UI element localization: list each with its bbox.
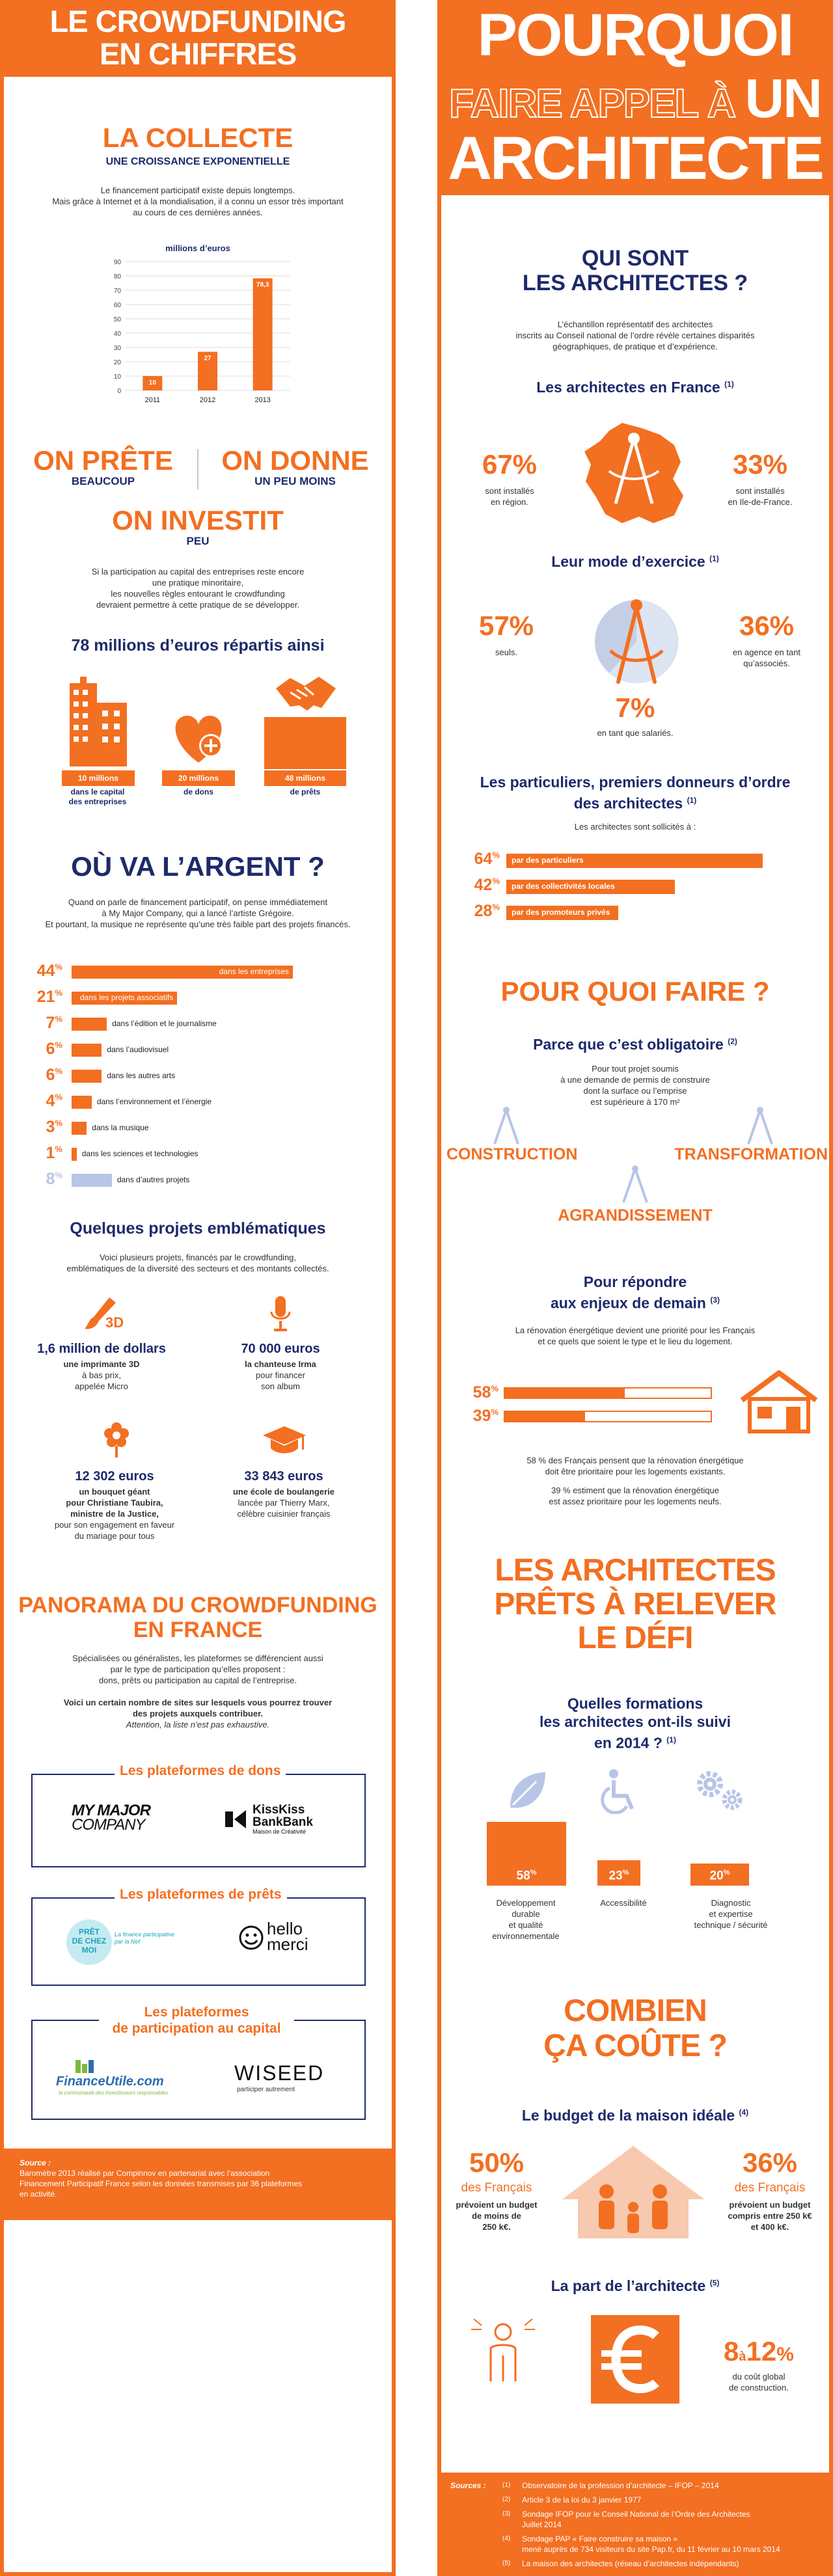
source-text: Article 3 de la loi du 3 janvier 1977 <box>522 2495 642 2504</box>
sources-label: Sources : <box>450 2481 486 2490</box>
sources-label <box>450 2558 502 2569</box>
hellomerci-logo[interactable]: hello merci <box>267 1919 308 1954</box>
on-prete-block <box>10 446 196 488</box>
right-header <box>437 0 833 195</box>
left-column <box>0 0 396 2576</box>
particuliers-title: Les particuliers, premiers donneurs d’ordre des architectes $^{(1)}$ <box>480 774 791 812</box>
part-pct: 8à12% <box>724 2336 794 2366</box>
enjeux-note-1: 58 % des Français pensent que la rénovation énergétique doit être prioritaire pour les logements existants. <box>526 1456 744 1476</box>
y-tick-label: 50 <box>113 316 121 323</box>
right-header-line3: ARCHITECTE <box>448 124 823 192</box>
repartis-amount-dons: 20 millions <box>162 770 235 786</box>
part-text: du coût global de construction. <box>729 2372 789 2393</box>
formation-3-label: Diagnostic et expertise technique / sécurité <box>694 1898 768 1930</box>
france-right-pct: 33% <box>732 449 788 480</box>
budget-a-sub: des Français <box>461 2181 532 2195</box>
bar-category-label: dans l’audiovisuel <box>107 1045 169 1054</box>
mode-b-pct: 36% <box>739 610 795 641</box>
compass-icon-construction <box>487 1106 526 1145</box>
family-house-icon <box>552 2143 715 2240</box>
projets-title: Quelques projets emblématiques <box>70 1219 326 1238</box>
obligatoire-text: Pour tout projet soumis à une demande de permis de construire dont la surface ou l’emprise est supérieure à 170 m² <box>560 1064 710 1107</box>
projet-1-amount: 1,6 million de dollars <box>37 1342 166 1356</box>
bar-value-label: 78,3 <box>256 281 269 289</box>
formation-1-label: Développement durable et qualité environnementale <box>492 1898 560 1941</box>
formation-pct-label: 23% <box>608 1869 629 1883</box>
y-tick-label: 30 <box>113 345 121 352</box>
building-icon <box>62 677 133 768</box>
source-item <box>450 2558 820 2569</box>
left-source-footer: Source : Baromètre 2013 réalisé par Compinnov en partenariat avec l’association Financement Participatif France selon les données transmises par 36 plateformes en activité. <box>0 2149 396 2220</box>
particuliers-bar-chart <box>441 847 829 932</box>
source-item <box>450 2480 820 2491</box>
on-investit-sub: PEU <box>186 535 210 547</box>
enjeux-note-2: 39 % estiment que la rénovation énergétique est assez prioritaire pour les logements neufs. <box>549 1485 722 1506</box>
formation-2-label: Accessibilité <box>600 1898 647 1908</box>
mode-a-pct: 57% <box>478 610 534 641</box>
collecte-title: LA COLLECTE <box>102 122 294 153</box>
word-agrandissement: AGRANDISSEMENT <box>558 1206 713 1225</box>
defi-title: LES ARCHITECTES PRÊTS À RELEVER LE DÉFI <box>494 1553 776 1655</box>
left-header-line2: EN CHIFFRES <box>99 36 297 71</box>
collecte-subtitle: UNE CROISSANCE EXPONENTIELLE <box>105 156 290 167</box>
source-number: (3) <box>502 2510 511 2517</box>
sources-label <box>450 2495 502 2505</box>
france-left-label: sont installés en région. <box>485 486 534 507</box>
right-header-line1: POURQUOI <box>477 2 793 68</box>
source-number: (1) <box>502 2482 511 2489</box>
bar-percent-label: 6% <box>46 1040 62 1058</box>
panorama-text: Spécialisées ou généralistes, les plateformes se différencient aussi par le type de participation qu’elles proposent : dons, prêts ou participation au capital de l’entreprise. <box>72 1653 323 1685</box>
budget-a-text: prévoient un budget de moins de 250 k€. <box>456 2200 538 2232</box>
right-column <box>437 0 833 2576</box>
france-left-pct: 67% <box>482 449 538 480</box>
argent-bar <box>72 1018 107 1031</box>
source-number: (4) <box>502 2535 511 2542</box>
bar-value-label: 10 <box>148 379 156 386</box>
kisskiss-logo-icon <box>224 1809 249 1830</box>
bar-category-label: dans l’édition et le journalisme <box>112 1019 217 1028</box>
france-map-icon <box>577 419 694 530</box>
bar-percent-label: 44% <box>36 962 62 980</box>
sources-label <box>450 2534 502 2555</box>
flower-icon <box>102 1421 131 1459</box>
source-text: Sondage IFOP pour le Conseil National de l’Ordre des Architectes Juillet 2014 <box>522 2510 750 2529</box>
leaf-icon <box>504 1769 549 1814</box>
bar-category-label: dans l’environnement et l’énergie <box>96 1097 212 1106</box>
x-tick-label: 2011 <box>144 396 161 404</box>
qui-title: QUI SONT LES ARCHITECTES ? <box>522 246 748 295</box>
collecte-bar <box>253 278 273 390</box>
mode-title: Leur mode d’exercice $^{(1)}$ <box>551 553 719 570</box>
kisskissbankbank-logo[interactable]: KissKiss BankBank Maison de Créativité <box>253 1803 313 1835</box>
france-right-label: sont installés en Ile-de-France. <box>728 486 793 507</box>
word-transformation: TRANSFORMATION <box>674 1145 828 1163</box>
collecte-chart-title: millions d’euros <box>165 243 230 253</box>
mode-a-label: seuls. <box>495 647 517 657</box>
wheelchair-icon <box>598 1769 641 1814</box>
bar-percent-label: 39% <box>472 1407 498 1425</box>
budget-b-sub: des Français <box>734 2181 806 2195</box>
projet-3-desc: un bouquet géant pour Christiane Taubira, ministre de la Justice, pour son engagement en faveur du mariage pour tous <box>54 1487 175 1541</box>
left-header-line1: LE CROWDFUNDING <box>49 4 346 38</box>
bar-percent-label: 6% <box>46 1066 62 1084</box>
mode-c-label: en tant que salariés. <box>597 728 674 738</box>
brush-3d-icon <box>69 1295 134 1334</box>
wiseed-tagline: participer autrement <box>237 2086 295 2093</box>
gears-icon <box>690 1766 749 1815</box>
collecte-text: Le financement participatif existe depuis longtemps. Mais grâce à Internet et à la mondialisation, il a connu un essor très important au cours de ces dernières années. <box>52 185 344 217</box>
financeutile-tagline: la communauté des investisseurs responsables <box>59 2090 169 2096</box>
y-tick-label: 20 <box>113 359 121 366</box>
microphone-icon <box>267 1295 294 1335</box>
projet-2-desc: la chanteuse Irma pour financer son album <box>245 1359 316 1391</box>
sources-label <box>450 2509 502 2530</box>
bar-category-label: par des particuliers <box>512 856 584 865</box>
wiseed-logo[interactable]: WISEED <box>234 2061 325 2085</box>
pourquoi-title: POUR QUOI FAIRE ? <box>500 976 770 1007</box>
particuliers-sub: Les architectes sont sollicités à : <box>574 822 696 832</box>
pretdechezmoi-logo[interactable]: PRÊT DE CHEZ MOI <box>66 1919 112 1965</box>
on-investit-title: ON INVESTIT <box>112 505 284 536</box>
argent-title: OÙ VA L’ARGENT ? <box>71 851 325 882</box>
projet-1-desc: une imprimante 3D à bas prix, appelée Micro <box>63 1359 140 1391</box>
bar-category-label: par des promoteurs privés <box>512 908 610 917</box>
bar-value-label: 27 <box>204 355 212 362</box>
bar-percent-label: 3% <box>46 1118 62 1136</box>
defi-sub: Quelles formations les architectes ont-ils suivi en 2014 ? $^{(1)}$ <box>539 1695 731 1752</box>
enjeux-text: La rénovation énergétique devient une priorité pour les Français et ce quels que soient le type et le lieu du logement. <box>515 1325 756 1346</box>
plateformes-dons-title: Les plateformes de dons <box>115 1763 286 1779</box>
y-tick-label: 70 <box>113 288 121 295</box>
enjeux-bar <box>504 1387 625 1399</box>
bar-category-label: par des collectivités locales <box>512 882 615 891</box>
bar-category-label: dans la musique <box>92 1123 149 1132</box>
source-text: Observatoire de la profession d’architecte – IFOP – 2014 <box>522 2481 719 2490</box>
combien-title: COMBIEN ÇA COÛTE ? <box>543 1994 727 2063</box>
investit-text: Si la participation au capital des entreprises reste encore une pratique minoritaire, les nouvelles règles entourant le crowdfunding devraient permettre à cette pratique de se développer. <box>91 567 305 610</box>
argent-bar <box>72 1070 102 1083</box>
panorama-title: PANORAMA DU CROWDFUNDING EN FRANCE <box>18 1593 377 1642</box>
compass-icon-transformation <box>741 1106 780 1145</box>
source-text: Sondage PAP « Faire construire sa maison » mené auprès de 734 visiteurs du site Pap.fr, du 11 février au 10 mars 2014 <box>522 2534 780 2554</box>
bar-category-label: dans les projets associatifs <box>79 993 174 1002</box>
sources-list <box>450 2480 820 2569</box>
on-prete-sub: BEAUCOUP <box>71 475 135 487</box>
handshake-icon <box>271 669 342 721</box>
bar-percent-label: 28% <box>474 902 500 920</box>
panorama-note: Attention, la liste n’est pas exhaustive. <box>126 1720 270 1729</box>
enjeux-bar-chart <box>441 1378 728 1437</box>
collecte-bar-chart <box>102 258 297 406</box>
formations-bar-chart <box>441 1815 829 1891</box>
qui-text: L’échantillon représentatif des architectes inscrits au Conseil national de l’ordre révèle certaines disparités géographiques, de pratique et d’expérience. <box>515 319 755 351</box>
bar-percent-label: 4% <box>46 1092 62 1110</box>
architect-person-icon <box>467 2316 539 2388</box>
source-item <box>450 2495 820 2505</box>
on-prete-title: ON PRÊTE <box>33 445 173 476</box>
mode-c-pct: 7% <box>615 692 655 723</box>
x-tick-label: 2013 <box>254 396 271 404</box>
enjeux-bar <box>504 1411 585 1422</box>
smiley-icon <box>238 1925 264 1951</box>
bar-percent-label: 58% <box>472 1383 498 1402</box>
budget-a-pct: 50% <box>469 2147 525 2178</box>
financeutile-logo[interactable]: FinanceUtile.com <box>56 2074 164 2089</box>
prete-donne-separator <box>197 449 198 489</box>
argent-bar <box>72 1044 102 1057</box>
house-icon <box>737 1369 821 1434</box>
y-tick-label: 40 <box>113 331 121 338</box>
source-text: La maison des architectes (réseau d’architectes indépendants) <box>522 2559 739 2568</box>
plateformes-prets-title: Les plateformes de prêts <box>115 1887 287 1903</box>
right-header-line2: FAIRE APPEL À UN <box>449 68 821 129</box>
repartis-label-capital: dans le capital des entreprises <box>68 787 127 806</box>
pretdechezmoi-tagline: La finance participative par la Nef <box>115 1931 175 1945</box>
bar-category-label: dans d’autres projets <box>116 1175 190 1184</box>
source-number: (2) <box>502 2496 511 2503</box>
projet-2-amount: 70 000 euros <box>241 1342 320 1356</box>
svg-text:3D: 3D <box>105 1314 124 1331</box>
on-donne-block <box>202 446 388 488</box>
bar-percent-label: 8% <box>46 1170 62 1188</box>
x-tick-label: 2012 <box>199 396 216 404</box>
formation-pct-label: 20% <box>709 1869 730 1883</box>
budget-b-text: prévoient un budget compris entre 250 k€ et 400 k€. <box>728 2200 812 2232</box>
argent-bar <box>72 1148 77 1161</box>
repartis-amount-capital: 10 millions <box>62 770 135 786</box>
on-donne-sub: UN PEU MOINS <box>254 475 336 487</box>
repartis-label-dons: de dons <box>183 787 213 796</box>
bar-percent-label: 64% <box>474 850 500 868</box>
y-tick-label: 80 <box>113 273 121 280</box>
bar-percent-label: 1% <box>46 1144 62 1162</box>
y-tick-label: 0 <box>117 388 121 395</box>
argent-text: Quand on parle de financement participatif, on pense immédiatement à My Major Company, qui a lancé l’artiste Grégoire. Et pourtant, la musique ne représente qu’une très faible part des projets financés. <box>45 897 351 929</box>
argent-bar <box>72 1122 87 1135</box>
france-title: Les architectes en France $^{(1)}$ <box>536 379 734 396</box>
source-item <box>450 2509 820 2530</box>
plateformes-capital-title: Les plateformes de participation au capital <box>99 2004 294 2037</box>
prets-icon-box <box>264 717 346 769</box>
enjeux-title: Pour répondre aux enjeux de demain $^{(3)}$ <box>550 1273 720 1312</box>
projet-3-amount: 12 302 euros <box>75 1469 154 1484</box>
source-item <box>450 2534 820 2555</box>
repartis-title: 78 millions d’euros répartis ainsi <box>71 636 325 655</box>
word-construction: CONSTRUCTION <box>446 1145 578 1163</box>
bar-category-label: dans les autres arts <box>107 1071 176 1080</box>
bar-percent-label: 42% <box>474 876 500 894</box>
compass-pie-icon <box>584 586 689 690</box>
bar-category-label: dans les sciences et technologies <box>81 1149 198 1158</box>
panorama-text2: Voici un certain nombre de sites sur lesquels vous pourrez trouver des projets auxquels contribuer. <box>63 1698 333 1718</box>
on-donne-title: ON DONNE <box>221 445 369 476</box>
repartis-amount-prets: 48 millions <box>264 770 346 786</box>
source-label: Source : <box>20 2158 51 2167</box>
bar-category-label: dans les entreprises <box>219 967 289 976</box>
repartis-label-prets: de prêts <box>290 787 321 796</box>
projet-4-desc: une école de boulangerie lancée par Thierry Marx, célèbre cuisinier français <box>232 1487 335 1519</box>
projets-text: Voici plusieurs projets, financés par le crowdfunding, emblématiques de la diversité des secteurs et des montants collectés. <box>66 1253 329 1273</box>
source-number: (5) <box>502 2560 511 2567</box>
budget-title: Le budget de la maison idéale $^{(4)}$ <box>521 2107 749 2124</box>
financeutile-logo-icon <box>75 2059 102 2074</box>
part-title: La part de l’architecte $^{(5)}$ <box>551 2277 720 2294</box>
right-sources-footer <box>437 2473 833 2576</box>
graduation-cap-icon <box>262 1425 307 1457</box>
argent-bar-chart <box>4 956 392 1197</box>
compass-icon-agrandissement <box>616 1165 655 1204</box>
budget-b-pct: 36% <box>742 2147 798 2178</box>
bar-percent-label: 7% <box>46 1014 62 1032</box>
obligatoire-title: Parce que c’est obligatoire $^{(2)}$ <box>533 1036 737 1053</box>
argent-bar <box>72 1096 92 1109</box>
y-tick-label: 10 <box>113 373 121 381</box>
formation-pct-label: 58% <box>516 1869 537 1883</box>
argent-bar <box>72 1174 112 1187</box>
mode-b-label: en agence en tant qu’associés. <box>732 647 801 668</box>
mymajorcompany-logo[interactable]: MY MAJOR COMPANY <box>72 1802 150 1834</box>
projet-4-amount: 33 843 euros <box>244 1469 323 1484</box>
heart-plus-icon <box>163 709 234 769</box>
left-header <box>0 0 396 77</box>
y-tick-label: 90 <box>113 259 121 266</box>
euro-icon <box>590 2314 681 2405</box>
y-tick-label: 60 <box>113 302 121 309</box>
on-investit-block <box>4 506 392 548</box>
bar-percent-label: 21% <box>36 988 62 1006</box>
